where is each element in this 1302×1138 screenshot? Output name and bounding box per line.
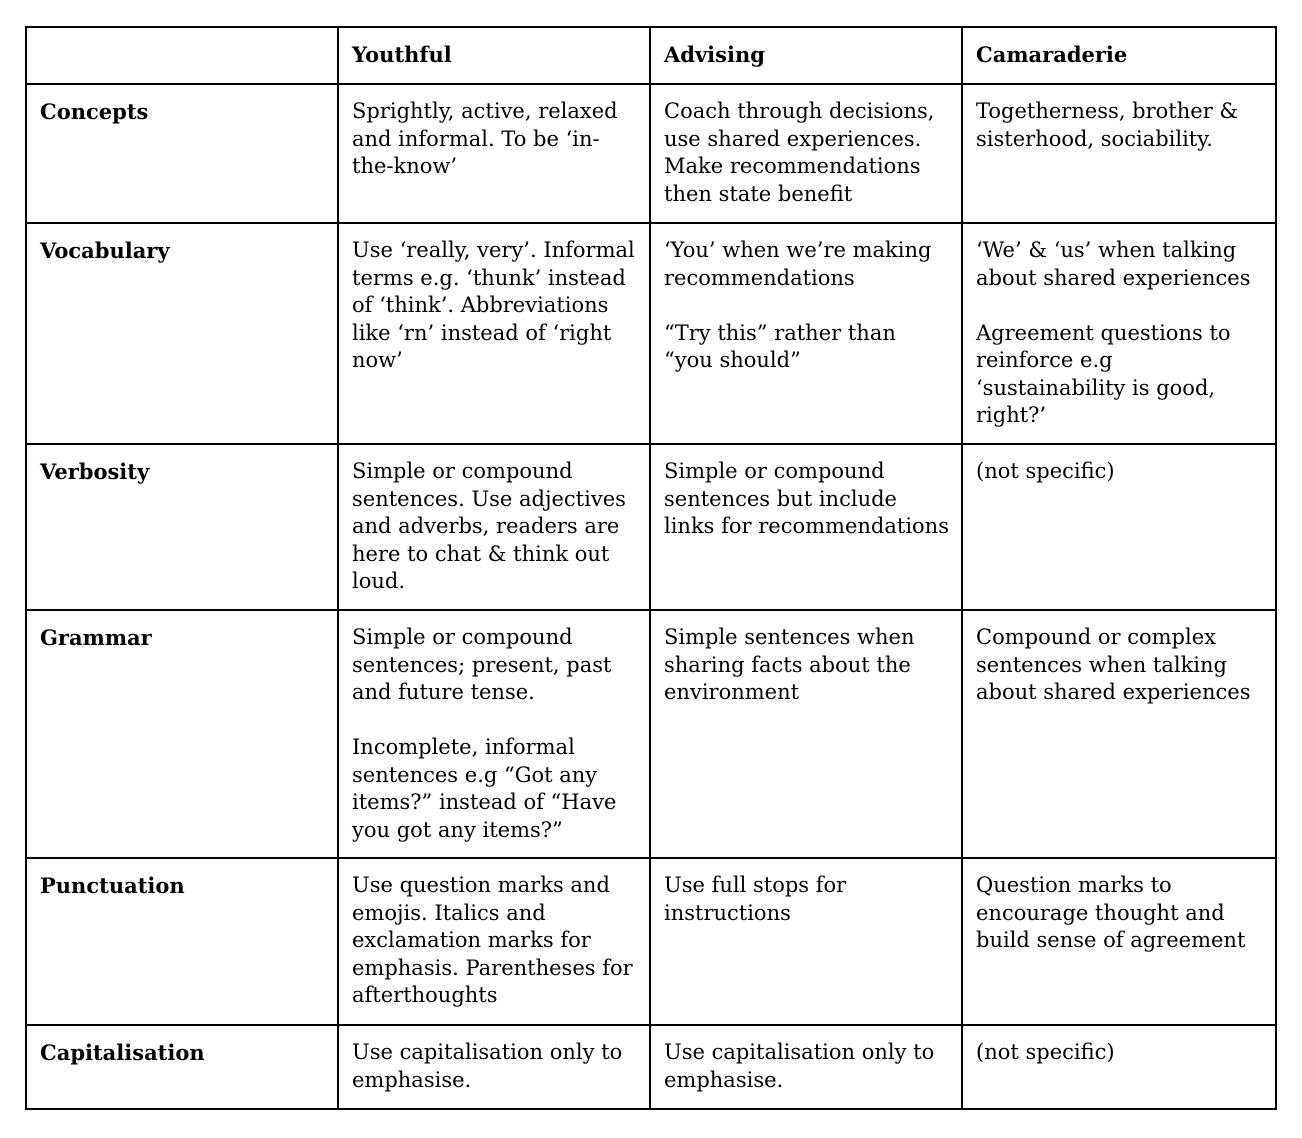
cell-grammar-camaraderie: Compound or complex sentences when talking about shared experiences [962,610,1276,858]
tone-of-voice-table [25,26,1277,1110]
row-label-verbosity: Verbosity [26,444,338,610]
cell-capitalisation-camaraderie: (not specific) [962,1025,1276,1109]
row-label-capitalisation: Capitalisation [26,1025,338,1109]
table-row-verbosity [26,444,1276,610]
table-row-vocabulary [26,223,1276,444]
row-label-grammar: Grammar [26,610,338,858]
cell-verbosity-youthful: Simple or compound sentences. Use adjectives and adverbs, readers are here to chat & think out loud. [338,444,650,610]
cell-concepts-youthful: Sprightly, active, relaxed and informal. To be ‘in-the-know’ [338,84,650,223]
row-label-punctuation: Punctuation [26,858,338,1025]
header-corner-cell [26,27,338,84]
row-label-concepts: Concepts [26,84,338,223]
table-row-grammar [26,610,1276,858]
cell-verbosity-advising: Simple or compound sentences but include links for recommendations [650,444,962,610]
cell-punctuation-camaraderie: Question marks to encourage thought and build sense of agreement [962,858,1276,1025]
cell-capitalisation-youthful: Use capitalisation only to emphasise. [338,1025,650,1109]
cell-grammar-youthful: Simple or compound sentences; present, past and future tense. Incomplete, informal sentences e.g “Got any items?” instead of “Have you got any items?” [338,610,650,858]
table-header-row [26,27,1276,84]
table-row-concepts [26,84,1276,223]
cell-capitalisation-advising: Use capitalisation only to emphasise. [650,1025,962,1109]
cell-vocabulary-advising: ‘You’ when we’re making recommendations “Try this” rather than “you should” [650,223,962,444]
table-row-capitalisation [26,1025,1276,1109]
header-advising: Advising [650,27,962,84]
cell-vocabulary-camaraderie: ‘We’ & ‘us’ when talking about shared experiences Agreement questions to reinforce e.g ‘sustainability is good, right?’ [962,223,1276,444]
cell-verbosity-camaraderie: (not specific) [962,444,1276,610]
cell-concepts-advising: Coach through decisions, use shared experiences. Make recommendations then state benefit [650,84,962,223]
cell-punctuation-youthful: Use question marks and emojis. Italics and exclamation marks for emphasis. Parentheses for afterthoughts [338,858,650,1025]
cell-grammar-advising: Simple sentences when sharing facts about the environment [650,610,962,858]
header-camaraderie: Camaraderie [962,27,1276,84]
cell-punctuation-advising: Use full stops for instructions [650,858,962,1025]
cell-concepts-camaraderie: Togetherness, brother & sisterhood, sociability. [962,84,1276,223]
row-label-vocabulary: Vocabulary [26,223,338,444]
cell-vocabulary-youthful: Use ‘really, very’. Informal terms e.g. ‘thunk’ instead of ‘think’. Abbreviations like ‘rn’ instead of ‘right now’ [338,223,650,444]
header-youthful: Youthful [338,27,650,84]
table-row-punctuation [26,858,1276,1025]
